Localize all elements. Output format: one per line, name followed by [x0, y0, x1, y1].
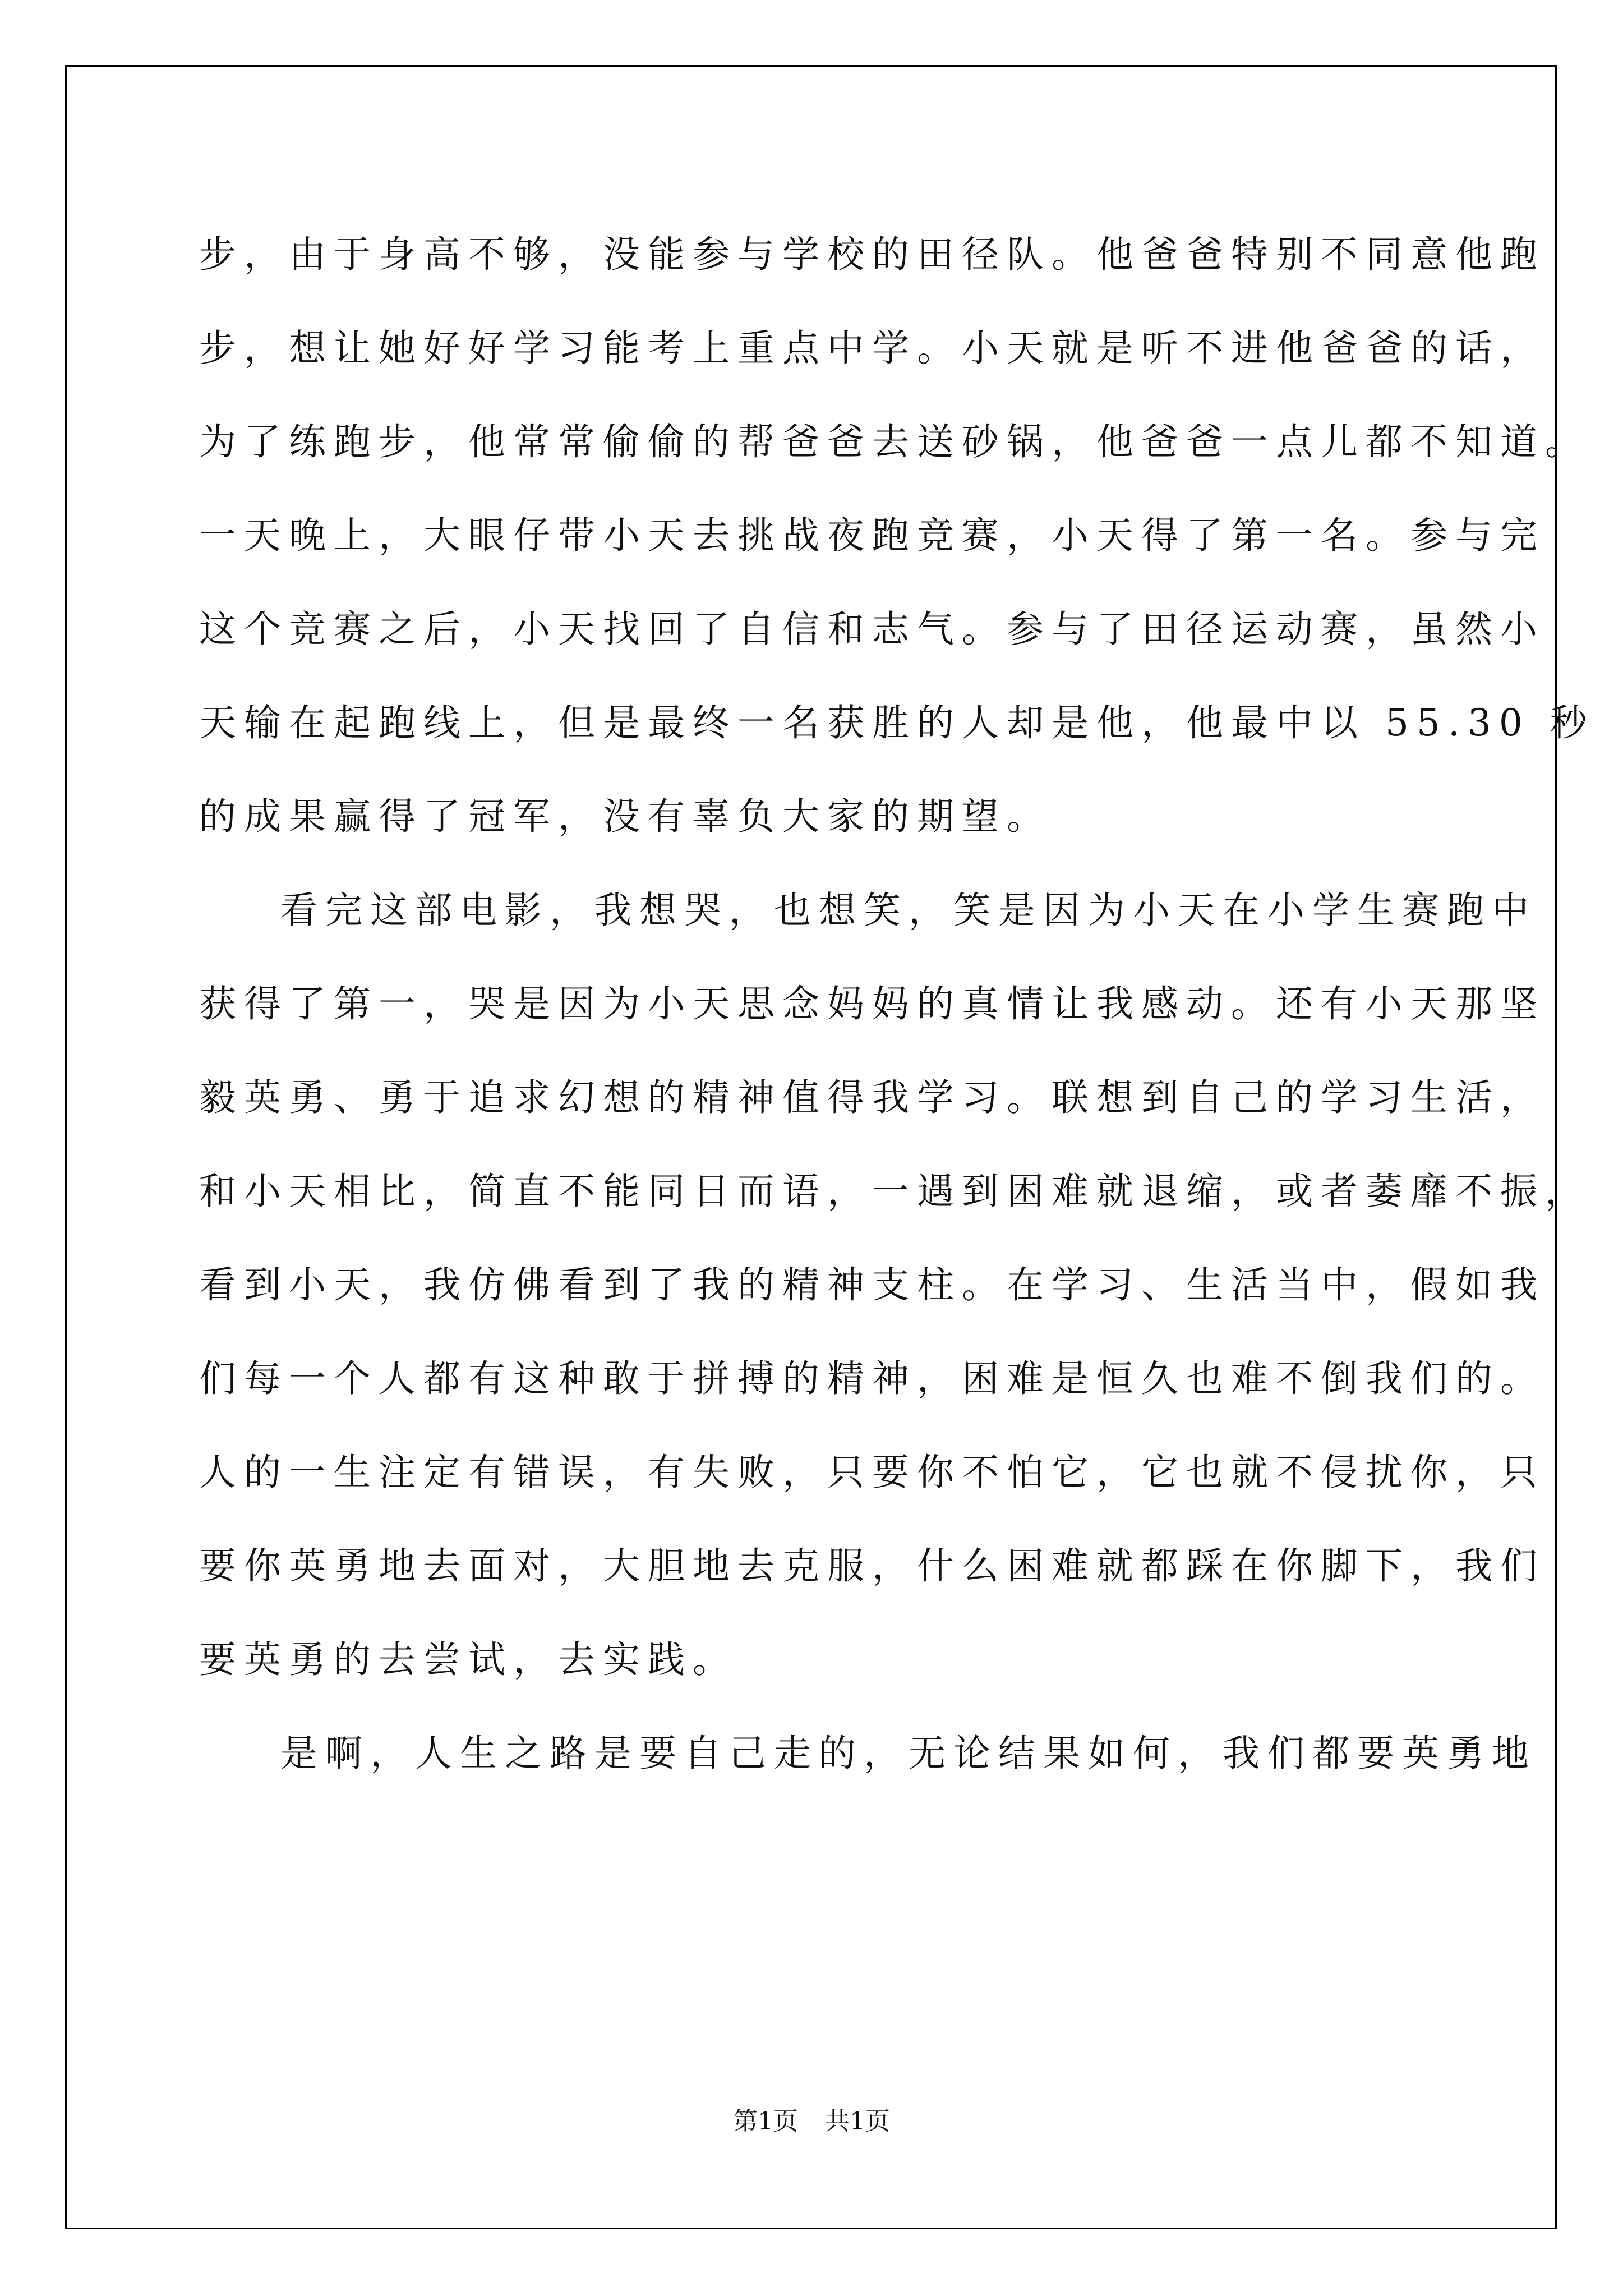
paragraph-start-line: 是啊，人生之路是要自己走的，无论结果如何，我们都要英勇地	[280, 1732, 1537, 1775]
text-line: 看到小天，我仿佛看到了我的精神支柱。在学习、生活当中，假如我	[199, 1263, 1545, 1306]
text-line: 步，想让她好好学习能考上重点中学。小天就是听不进他爸爸的话，	[199, 326, 1545, 370]
text-line: 要你英勇地去面对，大胆地去克服，什么困难就都踩在你脚下，我们	[199, 1544, 1545, 1588]
page-footer	[0, 2101, 1623, 2137]
document-body	[199, 208, 1595, 1800]
paragraph-start-line: 看完这部电影，我想哭，也想笑，笑是因为小天在小学生赛跑中	[280, 889, 1537, 932]
text-line: 这个竞赛之后，小天找回了自信和志气。参与了田径运动赛，虽然小	[199, 608, 1545, 651]
text-line: 为了练跑步，他常常偷偷的帮爸爸去送砂锅，他爸爸一点儿都不知道。	[199, 420, 1590, 463]
text-line: 获得了第一，哭是因为小天思念妈妈的真情让我感动。还有小天那坚	[199, 982, 1545, 1025]
text-line: 一天晚上，大眼仔带小天去挑战夜跑竞赛，小天得了第一名。参与完	[199, 514, 1545, 557]
text-line: 毅英勇、勇于追求幻想的精神值得我学习。联想到自己的学习生活，	[199, 1076, 1545, 1119]
text-line: 步，由于身高不够，没能参与学校的田径队。他爸爸特别不同意他跑	[199, 233, 1545, 276]
text-line: 们每一个人都有这种敢于拼搏的精神，困难是恒久也难不倒我们的。	[199, 1357, 1545, 1400]
text-line: 天输在起跑线上，但是最终一名获胜的人却是他，他最中以 55.30 秒	[199, 701, 1595, 744]
page-total: 共1页	[825, 2107, 890, 2136]
text-line: 人的一生注定有错误，有失败，只要你不怕它，它也就不侵扰你，只	[199, 1451, 1545, 1494]
text-line: 要英勇的去尝试，去实践。	[199, 1638, 737, 1681]
text-line: 的成果赢得了冠军，没有辜负大家的期望。	[199, 795, 1052, 838]
page-number: 第1页	[733, 2107, 798, 2136]
text-line: 和小天相比，简直不能同日而语，一遇到困难就退缩，或者萎靡不振，	[199, 1170, 1590, 1213]
